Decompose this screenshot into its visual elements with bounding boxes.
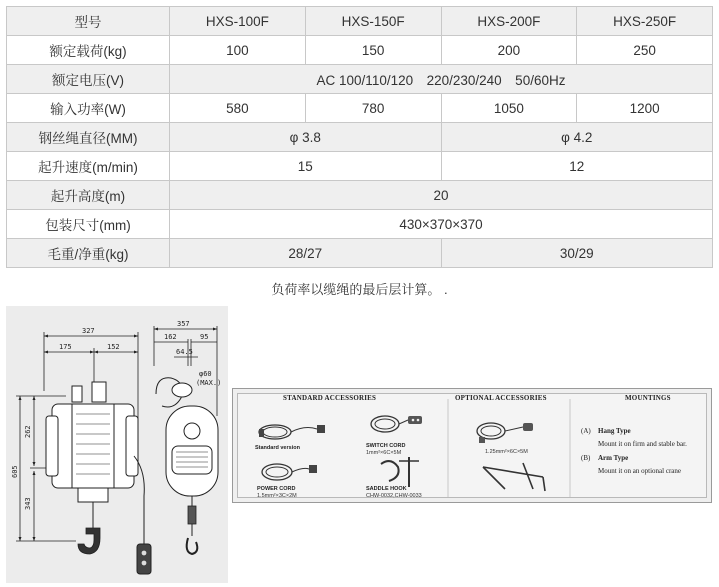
spec-table — [6, 6, 713, 268]
row-label: 起升速度(m/min) — [7, 152, 170, 181]
hoist-dimension-drawing — [6, 306, 228, 583]
header-hxs-250f: HXS-250F — [577, 7, 713, 36]
row-label: 毛重/净重(kg) — [7, 239, 170, 268]
table-cell: 580 — [170, 94, 306, 123]
table-cell: 1050 — [441, 94, 577, 123]
dim-64-5: 64.5 — [176, 348, 193, 356]
saddle-hook-spec: CHW-0032,CHW-0033 — [366, 493, 422, 499]
table-cell: 15 — [170, 152, 442, 181]
table-cell: 780 — [305, 94, 441, 123]
table-cell: 200 — [441, 36, 577, 65]
dim-357: 357 — [177, 320, 190, 328]
table-cell: φ 3.8 — [170, 123, 442, 152]
hang-type-letter: (A) — [581, 427, 591, 435]
optional-cord-spec: 1.25mm²×6C×5M — [485, 449, 528, 455]
saddle-hook-icon — [381, 457, 419, 487]
header-model: 型号 — [7, 7, 170, 36]
table-row — [7, 94, 713, 123]
power-cord-spec: 1.5mm²×3C×2M — [257, 493, 297, 499]
switch-cord-label: SWITCH CORD — [366, 443, 406, 449]
arm-type-letter: (B) — [581, 454, 591, 462]
dim-175: 175 — [59, 343, 72, 351]
table-cell: 20 — [170, 181, 713, 210]
row-label: 包装尺寸(mm) — [7, 210, 170, 239]
standard-cable-icon — [259, 425, 325, 439]
arm-frame-icon — [483, 463, 545, 491]
dim-phi60: φ60 — [199, 370, 212, 378]
table-cell: 430×370×370 — [170, 210, 713, 239]
hang-type-title: Hang Type — [598, 427, 631, 435]
dim-605: 605 — [11, 465, 19, 478]
table-cell: φ 4.2 — [441, 123, 713, 152]
standard-accessories-title: STANDARD ACCESSORIES — [283, 394, 377, 402]
table-cell: 28/27 — [170, 239, 442, 268]
row-label: 输入功率(W) — [7, 94, 170, 123]
standard-version-label: Standard version — [255, 445, 300, 451]
header-hxs-200f: HXS-200F — [441, 7, 577, 36]
table-row — [7, 210, 713, 239]
table-header-row — [7, 7, 713, 36]
table-cell: 1200 — [577, 94, 713, 123]
optional-accessories-title: OPTIONAL ACCESSORIES — [455, 394, 547, 402]
dim-327: 327 — [82, 327, 95, 335]
row-label: 额定载荷(kg) — [7, 36, 170, 65]
power-cord-label: POWER CORD — [257, 486, 296, 492]
table-cell: 12 — [441, 152, 713, 181]
arm-type-desc: Mount it on an optional crane — [598, 467, 682, 475]
load-note: 负荷率以缆绳的最后层计算。 . — [271, 282, 448, 297]
table-row — [7, 36, 713, 65]
dim-152: 152 — [107, 343, 120, 351]
switch-cord-spec: 1mm²×6C×5M — [366, 450, 402, 456]
dim-262: 262 — [24, 425, 32, 438]
accessories-panel — [232, 388, 712, 503]
table-row — [7, 239, 713, 268]
hoist-drawing-svg — [6, 306, 228, 583]
table-cell: 150 — [305, 36, 441, 65]
table-row — [7, 181, 713, 210]
power-cord-icon — [262, 464, 317, 480]
table-cell: AC 100/110/120 220/230/240 50/60Hz — [170, 65, 713, 94]
table-row — [7, 123, 713, 152]
optional-cord-icon — [477, 423, 533, 443]
dim-162: 162 — [164, 333, 177, 341]
row-label: 起升高度(m) — [7, 181, 170, 210]
table-cell: 100 — [170, 36, 306, 65]
table-cell: 250 — [577, 36, 713, 65]
switch-cord-icon — [371, 416, 422, 432]
dim-95: 95 — [200, 333, 209, 341]
header-hxs-100f: HXS-100F — [170, 7, 306, 36]
hang-type-desc: Mount it on firm and stable bar. — [598, 440, 687, 448]
mountings-title: MOUNTINGS — [625, 394, 671, 402]
arm-type-title: Arm Type — [598, 454, 629, 462]
header-hxs-150f: HXS-150F — [305, 7, 441, 36]
saddle-hook-label: SADDLE HOOK — [366, 486, 407, 492]
table-row — [7, 152, 713, 181]
table-row — [7, 65, 713, 94]
dim-343: 343 — [24, 497, 32, 510]
row-label: 额定电压(V) — [7, 65, 170, 94]
dim-max: (MAX.) — [196, 379, 222, 387]
table-cell: 30/29 — [441, 239, 713, 268]
row-label: 钢丝绳直径(MM) — [7, 123, 170, 152]
